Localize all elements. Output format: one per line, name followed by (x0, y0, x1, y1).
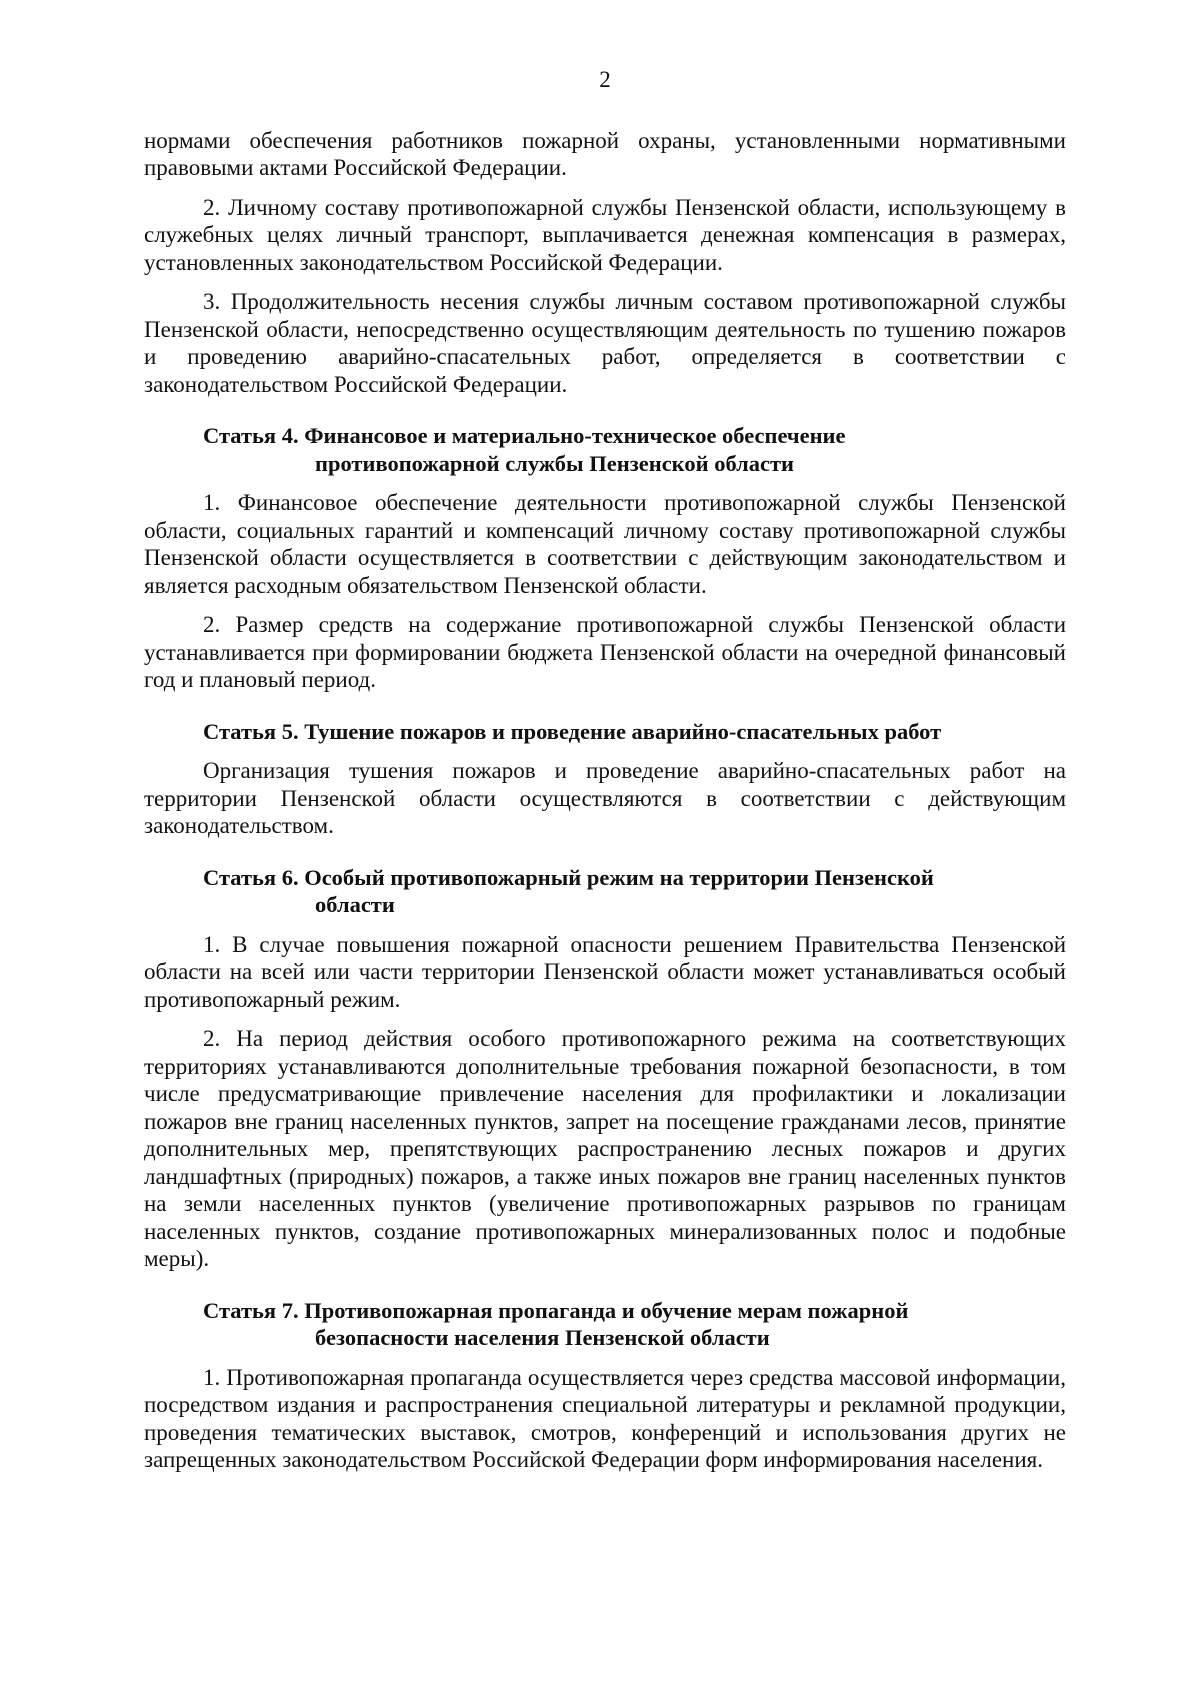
article4-heading-line2: противопожарной службы Пензенской области (315, 450, 795, 476)
article7-item-1: 1. Противопожарная пропаганда осуществляется через средства массовой информации, посредством издания и распространения специальной литературы и рекламной продукции, проведения тематических выставок, смотров, конференций и использования других не запрещенных законодательством Российской Федерации форм информирования населения. (144, 1364, 1066, 1472)
article3-item-3: 3. Продолжительность несения службы личным составом противопожарной службы Пензенской области, непосредственно осуществляющим деятельность по тушению пожаров и проведению аварийно-спасательных работ, определяется в соответствии с законодательством Российской Федерации. (144, 289, 1066, 397)
document-page (144, 66, 1066, 1486)
article5-heading-line1: Статья 5. Тушение пожаров и проведение аварийно-спасательных работ (203, 718, 942, 744)
article3-item-2: 2. Личному составу противопожарной службы Пензенской области, использующему в служебных целях личный транспорт, выплачивается денежная компенсация в размерах, установленных законодательством Российской Федерации. (144, 194, 1066, 275)
article4-item-1: 1. Финансовое обеспечение деятельности противопожарной службы Пензенской области, социальных гарантий и компенсаций личному составу противопожарной службы Пензенской области осуществляется в соответствии с действующим законодательством и является расходным обязательством Пензенской области. (144, 490, 1066, 598)
article7-heading-line1: Статья 7. Противопожарная пропаганда и обучение мерам пожарной (203, 1297, 909, 1323)
article4-heading-line1: Статья 4. Финансовое и материально-техническое обеспечение (203, 423, 846, 448)
article6-heading (144, 864, 1066, 919)
article5-item-1: Организация тушения пожаров и проведение аварийно-спасательных работ на территории Пензенской области осуществляются в соответствии с действующим законодательством. (144, 758, 1066, 838)
article6-heading-line2: области (315, 892, 395, 917)
article6-item-1: 1. В случае повышения пожарной опасности решением Правительства Пензенской области на всей или части территории Пензенской области может устанавливаться особый противопожарный режим. (144, 931, 1066, 1012)
article5-heading (144, 718, 1066, 746)
article6-heading-line1: Статья 6. Особый противопожарный режим на территории Пензенской (203, 864, 934, 890)
article7-heading-line2: безопасности населения Пензенской области (315, 1325, 770, 1350)
page-number: 2 (599, 67, 611, 92)
article7-heading (144, 1297, 1066, 1352)
article4-heading (144, 422, 1066, 477)
article6-item-2: 2. На период действия особого противопожарного режима на соответствующих территориях устанавливаются дополнительные требования пожарной безопасности, в том числе предусматривающие привлечение населения для профилактики и локализации пожаров вне границ населенных пунктов, запрет на посещение гражданами лесов, принятие дополнительных мер, препятствующих распространению лесных пожаров и других ландшафтных (природных) пожаров, а также иных пожаров вне границ населенных пунктов на земли населенных пунктов (увеличение противопожарных разрывов по границам населенных пунктов, создание противопожарных минерализованных полос и подобные меры). (144, 1026, 1066, 1271)
intro-paragraph: нормами обеспечения работников пожарной охраны, установленными нормативными правовыми актами Российской Федерации. (144, 127, 1066, 180)
article4-item-2: 2. Размер средств на содержание противопожарной службы Пензенской области устанавливается при формировании бюджета Пензенской области на очередной финансовый год и плановый период. (144, 612, 1066, 692)
